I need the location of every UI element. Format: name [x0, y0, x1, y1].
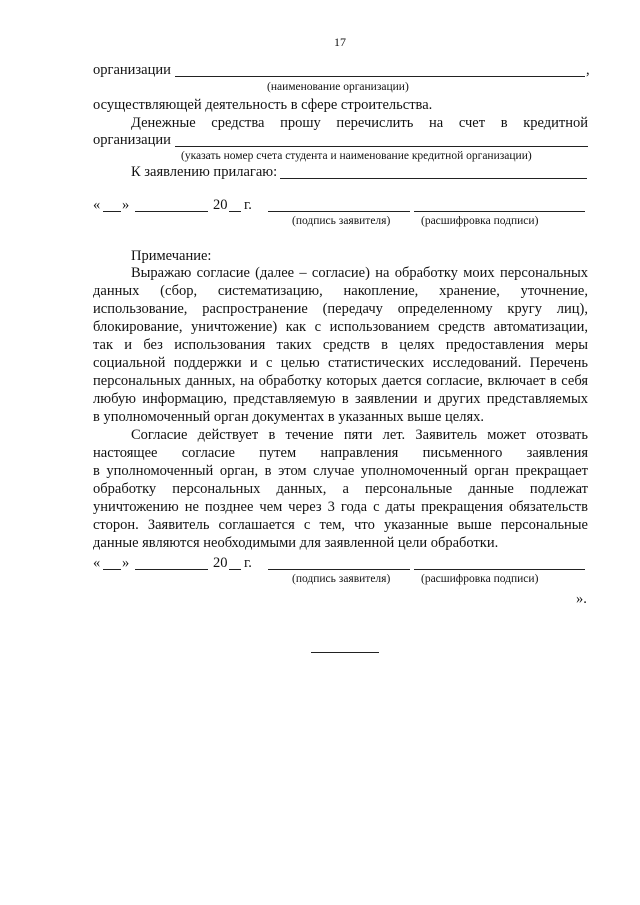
paragraph-line: использование, распространение (передачу определенному кругу лиц),	[93, 301, 588, 317]
year-suffix: г.	[244, 197, 252, 213]
paragraph-line: данных (сбор, систематизацию, накопление, хранение, уточнение,	[93, 283, 588, 299]
paragraph-line: сторон. Заявитель соглашается с тем, что указанные выше персональные	[93, 517, 588, 533]
paragraph-line: настоящее согласие путем направления письменного заявления	[93, 445, 588, 461]
paragraph-line: блокирование, уничтожение) как с использованием средств автоматизации,	[93, 319, 588, 335]
year-field[interactable]	[229, 211, 241, 212]
funds-account-line[interactable]	[175, 146, 588, 147]
paragraph-line: в уполномоченный орган документах в указанных выше целях.	[93, 409, 484, 425]
date-open-quote: «	[93, 555, 101, 571]
org-label: организации	[93, 62, 171, 78]
month-field[interactable]	[135, 569, 208, 570]
paragraph-line: обработку персональных данных, а персональные данные подлежат	[93, 481, 588, 497]
paragraph-line: уничтожению не позднее чем через 3 года с даты прекращения обязательств	[93, 499, 588, 515]
attachments-line[interactable]	[280, 178, 587, 179]
org-name-line[interactable]	[175, 76, 585, 77]
paragraph-line: данные являются необходимыми для заявленной цели обработки.	[93, 535, 499, 551]
org-hint: (наименование организации)	[267, 81, 409, 93]
end-separator-line	[311, 652, 379, 653]
year-prefix: 20	[213, 555, 228, 571]
funds-line: Денежные средства прошу перечислить на счет в кредитной	[131, 115, 588, 131]
activity-line: осуществляющей деятельность в сфере строительства.	[93, 97, 433, 113]
signature-hint: (подпись заявителя)	[292, 215, 391, 227]
year-prefix: 20	[213, 197, 228, 213]
closing-mark: ».	[576, 591, 587, 607]
note-title: Примечание:	[131, 248, 212, 264]
paragraph-line: любую информацию, представляемую в заявлении и других представляемых	[93, 391, 588, 407]
date-open-quote: «	[93, 197, 101, 213]
signature-decode-line[interactable]	[414, 569, 585, 570]
signature-decode-hint: (расшифровка подписи)	[421, 215, 539, 227]
day-field[interactable]	[103, 211, 121, 212]
paragraph-line: социальной поддержки и с целью статистических исследований. Перечень	[93, 355, 588, 371]
date-close-quote: »	[122, 197, 130, 213]
funds-hint: (указать номер счета студента и наименование кредитной организации)	[181, 150, 532, 162]
year-field[interactable]	[229, 569, 241, 570]
month-field[interactable]	[135, 211, 208, 212]
funds-org-label: организации	[93, 132, 171, 148]
signature-hint: (подпись заявителя)	[292, 573, 391, 585]
paragraph-line: так и без использования таких средств в целях предоставления меры	[93, 337, 588, 353]
paragraph-line: персональных данных, на обработку которых дается согласие, включает в себя	[93, 373, 588, 389]
attach-label: К заявлению прилагаю:	[131, 164, 278, 180]
signature-line[interactable]	[268, 569, 410, 570]
year-suffix: г.	[244, 555, 252, 571]
paragraph-line: Согласие действует в течение пяти лет. Заявитель может отозвать	[131, 427, 588, 443]
paragraph-line: Выражаю согласие (далее – согласие) на обработку моих персональных	[131, 265, 588, 281]
day-field[interactable]	[103, 569, 121, 570]
signature-line[interactable]	[268, 211, 410, 212]
org-comma: ,	[586, 62, 590, 78]
paragraph-line: в уполномоченный орган, в этом случае уполномоченный орган прекращает	[93, 463, 588, 479]
page-number: 17	[334, 35, 346, 49]
date-close-quote: »	[122, 555, 130, 571]
signature-decode-hint: (расшифровка подписи)	[421, 573, 539, 585]
signature-decode-line[interactable]	[414, 211, 585, 212]
